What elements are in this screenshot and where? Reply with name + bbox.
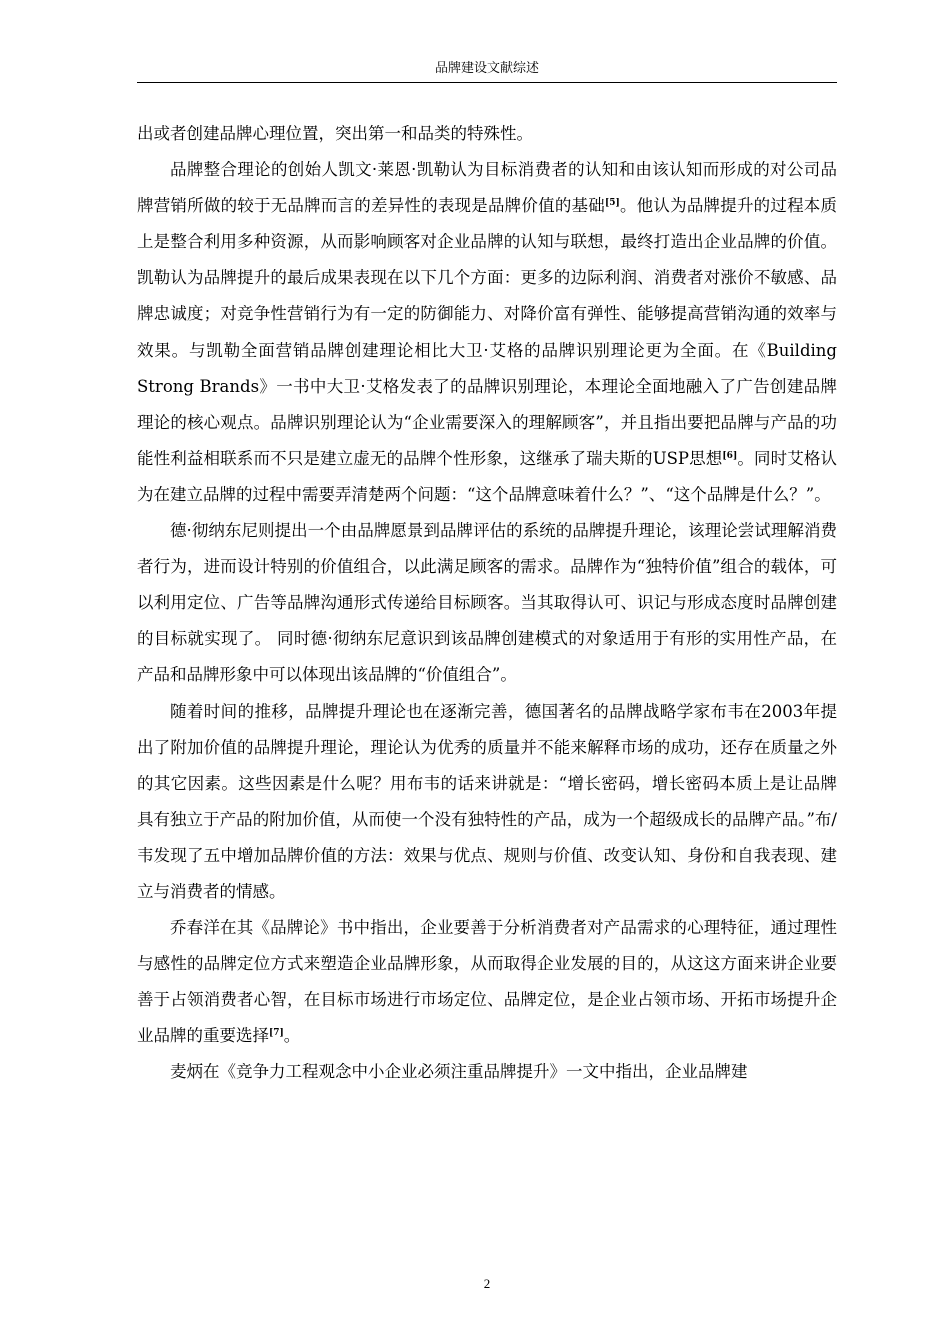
paragraph	[137, 152, 837, 513]
paragraph	[137, 116, 837, 152]
paragraph-text: 出或者创建品牌心理位置，突出第一和品类的特殊性。	[137, 124, 533, 143]
paragraph-text: 随着时间的推移，品牌提升理论也在逐渐完善，德国著名的品牌战略学家布韦在2003年提出了附加价值的品牌提升理论，理论认为优秀的质量并不能来解释市场的成功，还存在质量之外的其它因素。这些因素是什么呢？用布韦的话来讲就是：“增长密码，增长密码本质上是让品牌具有独立于产品的附加价值，从而使一个没有独特性的产品，成为一个超级成长的品牌产品。”布/韦发现了五中增加品牌价值的方法：效果与优点、规则与价值、改变认知、身份和自我表现、建立与消费者的情感。	[137, 701, 837, 901]
paragraph-text: 麦炳在《竞争力工程观念中小企业必须注重品牌提升》一文中指出，企业品牌建	[170, 1062, 748, 1082]
paragraph	[137, 910, 837, 1054]
running-header: 品牌建设文献综述	[434, 60, 539, 75]
paragraph-text: 。他认为品牌提升的过程本质上是整合利用多种资源，从而影响顾客对企业品牌的认知与联想，最终打造出企业品牌的价值。凯勒认为品牌提升的最后成果表现在以下几个方面：更多的边际利润、消费者对涨价不敏感、品牌忠诚度；对竞争性营销行为有一定的防御能力、对降价富有弹性、能够提高营销沟通的效率与效果。与凯勒全面营销品牌创建理论相比大卫·艾格的品牌识别理论更为全面。在《Building Strong Brands》一书中大卫·艾格发表了的品牌识别理论，本理论全面地融入了广告创建品牌理论的核心观点。品牌识别理论认为“企业需要深入的理解顾客”，并且指出要把品牌与产品的功能性利益相联系而不只是建立虚无的品牌个性形象，这继承了瑞夫斯的USP思想	[137, 196, 838, 468]
page-number: 2	[483, 1276, 491, 1291]
citation-ref: [7]	[269, 1028, 284, 1039]
paragraph	[137, 694, 837, 911]
header-divider	[137, 82, 837, 83]
paragraph	[137, 513, 837, 693]
citation-ref: [6]	[722, 450, 738, 461]
citation-ref: [5]	[604, 198, 620, 209]
paragraph-text: 德·彻纳东尼则提出一个由品牌愿景到品牌评估的系统的品牌提升理论，该理论尝试理解消费者行为，进而设计特别的价值组合，以此满足顾客的需求。品牌作为“独特价值”组合的载体，可以利用定位、广告等品牌沟通形式传递给目标顾客。当其取得认可、识记与形成态度时品牌创建的目标就实现了。 同时德·彻纳东尼意识到该品牌创建模式的对象适用于有形的实用性产品，在产品和品牌形象中可以体现出该品牌的“价值组合”。	[137, 521, 837, 685]
paragraph	[137, 1054, 837, 1090]
paragraph-text: 。	[283, 1026, 301, 1046]
paragraph-text: 。同时艾格认为在建立品牌的过程中需要弄清楚两个问题：“这个品牌意味着什么？”、“这个品牌是什么？”。	[137, 448, 838, 504]
paragraph-text: 品牌整合理论的创始人凯文·莱恩·凯勒认为目标消费者的认知和由该认知而形成的对公司品牌营销所做的较于无品牌而言的差异性的表现是品牌价值的基础	[137, 160, 837, 216]
document-body	[137, 116, 837, 1091]
paragraph-text: 乔春洋在其《品牌论》书中指出，企业要善于分析消费者对产品需求的心理特征，通过理性与感性的品牌定位方式来塑造企业品牌形象，从而取得企业发展的目的，从这这方面来讲企业要善于占领消费者心智，在目标市场进行市场定位、品牌定位，是企业占领市场、开拓市场提升企业品牌的重要选择	[137, 918, 837, 1046]
